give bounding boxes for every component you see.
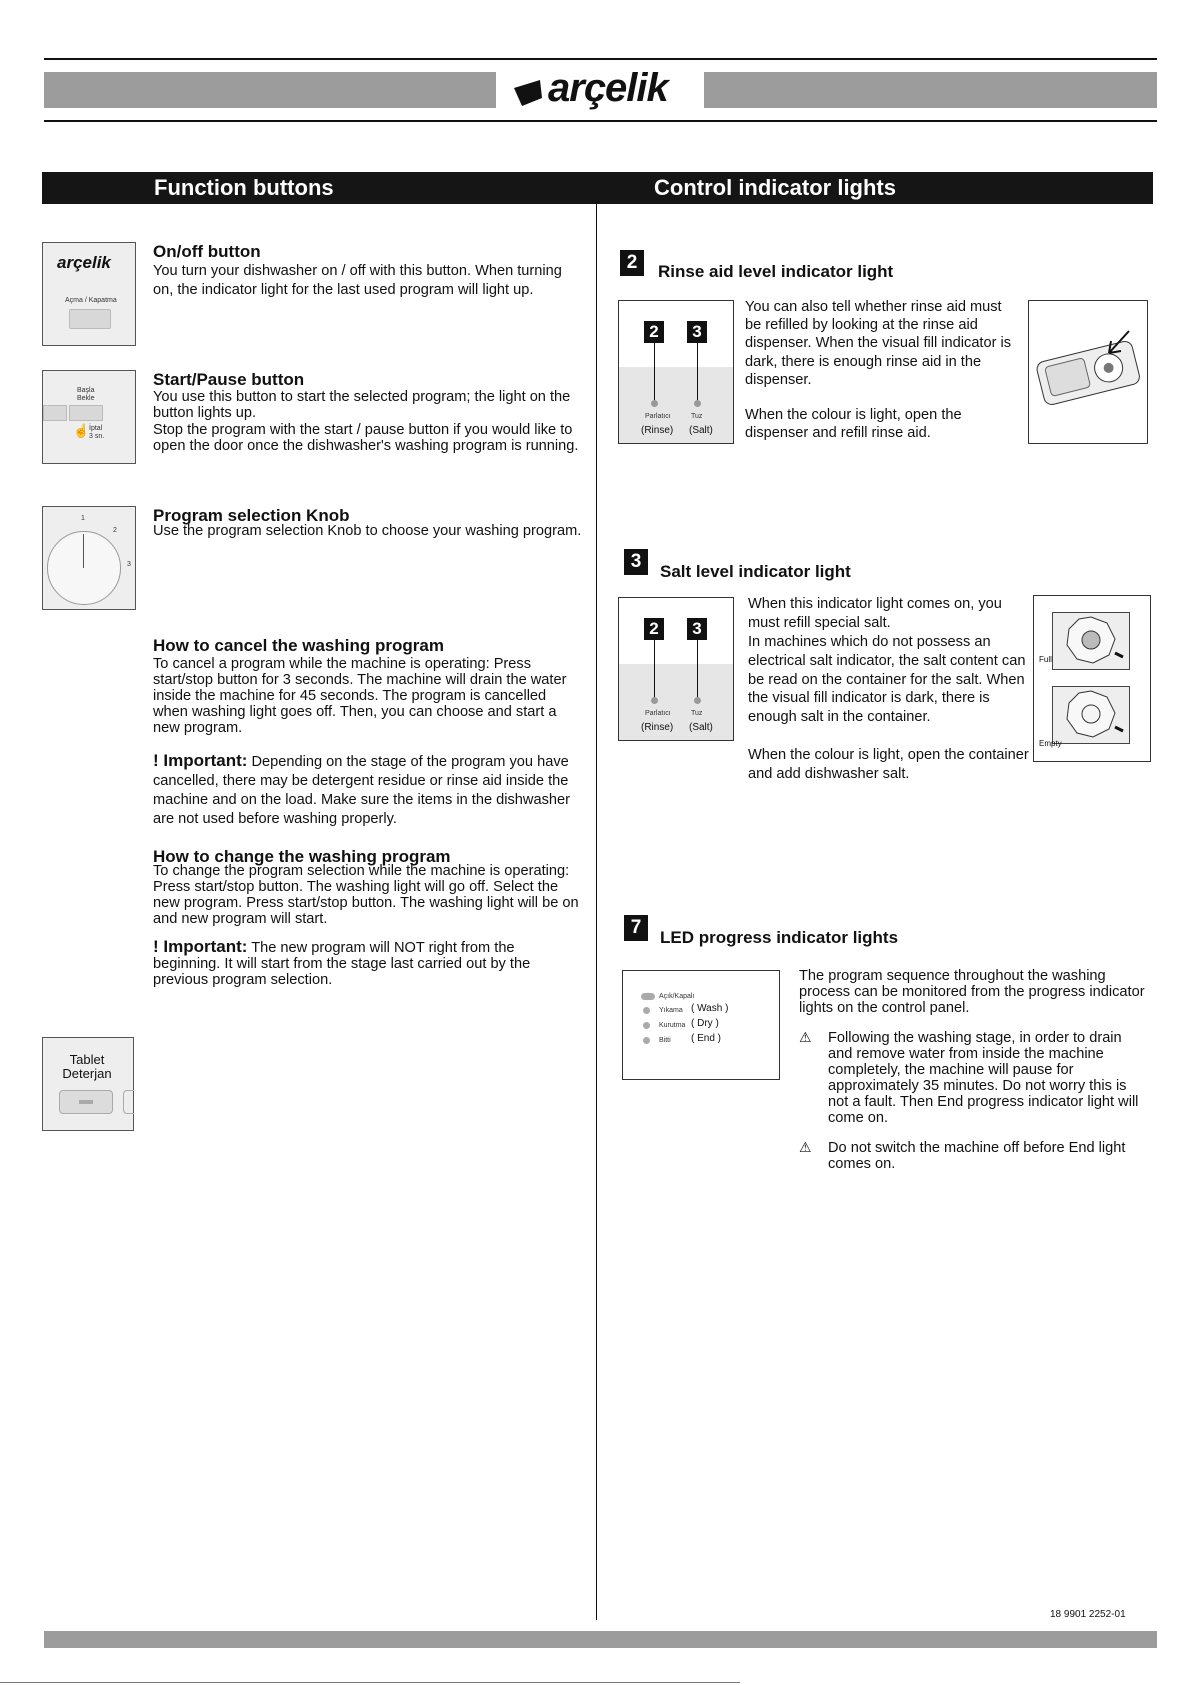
led-end-label-tr: Bitti [659, 1037, 671, 1044]
tablet-label-1: Tablet [69, 1052, 105, 1067]
tablet-label-2: Deterjan [62, 1066, 112, 1081]
led-end-dot [643, 1037, 650, 1044]
cancel-title: How to cancel the washing program [153, 636, 444, 655]
knob-text: Use the program selection Knob to choose your washing program. [153, 523, 582, 539]
salt-full-panel [1039, 612, 1130, 670]
page-edge-rule [0, 1682, 740, 1683]
startpause-text-2: Stop the program with the start / pause button if you would like to open the door once the dishwasher's washing program is running. [153, 422, 579, 454]
salt-text-3: When the colour is light, open the container and add dishwasher salt. [748, 747, 1029, 782]
salt-container-image [1033, 595, 1151, 762]
led-text: The program sequence throughout the washing process can be monitored from the progress indicator lights on the control panel. [799, 968, 1145, 1016]
program-knob [47, 531, 121, 605]
brand-name: arçelik [548, 66, 668, 110]
rinse-badge-3: 3 [687, 321, 707, 343]
led-panel-diagram [622, 970, 780, 1080]
salt-section-number: 3 [624, 549, 648, 575]
led-wash-label-tr: Yıkama [659, 1007, 683, 1014]
startpause-panel-image [42, 370, 136, 464]
led-dry-dot [643, 1022, 650, 1029]
knob-pointer [83, 534, 84, 568]
salt-led [694, 400, 701, 407]
rinse-title: Rinse aid level indicator light [658, 262, 894, 281]
header-bar-left [44, 72, 496, 108]
rinse-led [651, 697, 658, 704]
startpause-panel-button [69, 405, 103, 421]
salt-indicator-diagram [618, 597, 734, 741]
led-end-label: ( End ) [691, 1033, 722, 1044]
onoff-panel-label: Açma / Kapatma [65, 297, 117, 304]
change-important-text: The new program will NOT right from the beginning. It will start from the stage last carried out by the previous program selection. [153, 940, 531, 988]
salt-badge-2: 2 [644, 618, 664, 640]
warning-icon: ⚠ [799, 1139, 812, 1155]
led-dry-label: ( Dry ) [691, 1018, 719, 1029]
cancel-important [153, 751, 583, 829]
knob-mark-3: 3 [127, 561, 131, 568]
warning-icon: ⚠ [799, 1029, 812, 1045]
rinse-dispenser-icon [1029, 301, 1147, 443]
change-important [153, 939, 573, 988]
rinse-dispenser-image [1028, 300, 1148, 444]
salt-cap-full-icon [1053, 613, 1129, 669]
onoff-panel-image [42, 242, 136, 346]
brand-logo [512, 66, 692, 114]
salt-full-label: Full [1039, 655, 1052, 664]
rinse-label-tr: Parlatıcı [645, 413, 671, 420]
startpause-label-bekle: Bekle [77, 395, 95, 402]
salt-led [694, 697, 701, 704]
rinse-label-tr: Parlatıcı [645, 710, 671, 717]
brand-mark-icon [512, 78, 546, 108]
tablet-adjacent-button [123, 1090, 134, 1114]
onoff-text: You turn your dishwasher on / off with this button. When turning on, the indicator light for the last used program will light up. [153, 263, 562, 298]
rinse-text-2: When the colour is light, open the dispenser and refill rinse aid. [745, 407, 962, 442]
salt-label-tr: Tuz [691, 710, 703, 717]
rinse-indicator-diagram [618, 300, 734, 444]
startpause-adjacent-button [43, 405, 67, 421]
led-warning-1: Following the washing stage, in order to drain and remove water from inside the machine completely, the machine will pause for approximately 35 minutes. Do not worry this is not a fault. Then End progress indicator light will come on. [828, 1030, 1139, 1126]
rinse-label: (Rinse) [641, 722, 674, 733]
rinse-led [651, 400, 658, 407]
rinse-section-number: 2 [620, 250, 644, 276]
led-warning-2: Do not switch the machine off before End light comes on. [828, 1140, 1126, 1172]
header-bottom-rule [44, 120, 1157, 122]
salt-cap-empty-icon [1053, 687, 1129, 743]
startpause-text-1: You use this button to start the selected program; the light on the button lights up. [153, 389, 571, 421]
salt-empty-label: Empty [1039, 739, 1062, 748]
document-code: 18 9901 2252-01 [1050, 1609, 1126, 1620]
rinse-badge-2: 2 [644, 321, 664, 343]
led-onoff-label: Açık/Kapalı [659, 993, 695, 1000]
salt-label-tr: Tuz [691, 413, 703, 420]
salt-text-1: When this indicator light comes on, you must refill special salt. [748, 596, 1002, 631]
led-section-number: 7 [624, 915, 648, 941]
onoff-title: On/off button [153, 242, 261, 261]
tablet-panel-image [42, 1037, 134, 1131]
led-wash-dot [643, 1007, 650, 1014]
salt-empty-panel [1039, 686, 1130, 748]
rinse-label: (Rinse) [641, 425, 674, 436]
startpause-title: Start/Pause button [153, 370, 305, 389]
salt-label: (Salt) [689, 722, 713, 733]
led-title: LED progress indicator lights [660, 928, 899, 947]
startpause-label-basla: Başla [77, 387, 95, 394]
footer-bar [44, 1631, 1157, 1648]
cancel-important-text: Depending on the stage of the program you have cancelled, there may be detergent residue or rinse aid inside the machine and on the load. Make sure the items in the dishwasher are not used before washing properly. [153, 754, 570, 827]
hand-icon: ☝ [73, 423, 90, 438]
knob-title: Program selection Knob [153, 506, 350, 525]
salt-label: (Salt) [689, 425, 713, 436]
change-text: To change the program selection while the machine is operating: Press start/stop button. The washing light will go off. Select the new program. Press start/stop button. The washing light will be on and new program will start. [153, 863, 579, 927]
rinse-text-1: You can also tell whether rinse aid must be refilled by looking at the rinse aid dispenser. When the visual fill indicator is dark, there is enough rinse aid in the dispenser. [745, 299, 1012, 388]
led-dry-label-tr: Kurutma [659, 1022, 686, 1029]
change-important-label: ! Important: [153, 937, 248, 956]
salt-title: Salt level indicator light [660, 562, 851, 581]
led-wash-label: ( Wash ) [691, 1003, 729, 1014]
section-bar [42, 172, 1153, 204]
salt-text-2: In machines which do not possess an electrical salt indicator, the salt content can be read on the container for the salt. When the visual fill indicator is dark, there is enough salt in the container. [748, 634, 1026, 726]
led-onoff-dot [641, 993, 655, 1000]
cancel-text: To cancel a program while the machine is operating: Press start/stop button for 3 seconds. The machine will drain the water inside the machine for 45 seconds. The program is cancelled when washing light goes off. Then, you can choose and start a new program. [153, 656, 567, 736]
section-title-control-indicator-lights: Control indicator lights [654, 175, 896, 200]
change-title: How to change the washing program [153, 847, 451, 866]
knob-mark-1: 1 [81, 515, 85, 522]
top-rule [44, 58, 1157, 60]
knob-panel-image [42, 506, 136, 610]
cancel-important-label: ! Important: [153, 751, 248, 770]
onoff-panel-button [69, 309, 111, 329]
column-divider [596, 204, 597, 1620]
salt-badge-3: 3 [687, 618, 707, 640]
tablet-panel-button [59, 1090, 113, 1114]
startpause-label-iptal: İptal [89, 425, 103, 432]
section-title-function-buttons: Function buttons [154, 175, 334, 200]
header-bar-right [704, 72, 1157, 108]
knob-mark-2: 2 [113, 527, 117, 534]
startpause-label-3sn: 3 sn. [89, 433, 105, 440]
panel-brand: arçelik [57, 253, 111, 272]
